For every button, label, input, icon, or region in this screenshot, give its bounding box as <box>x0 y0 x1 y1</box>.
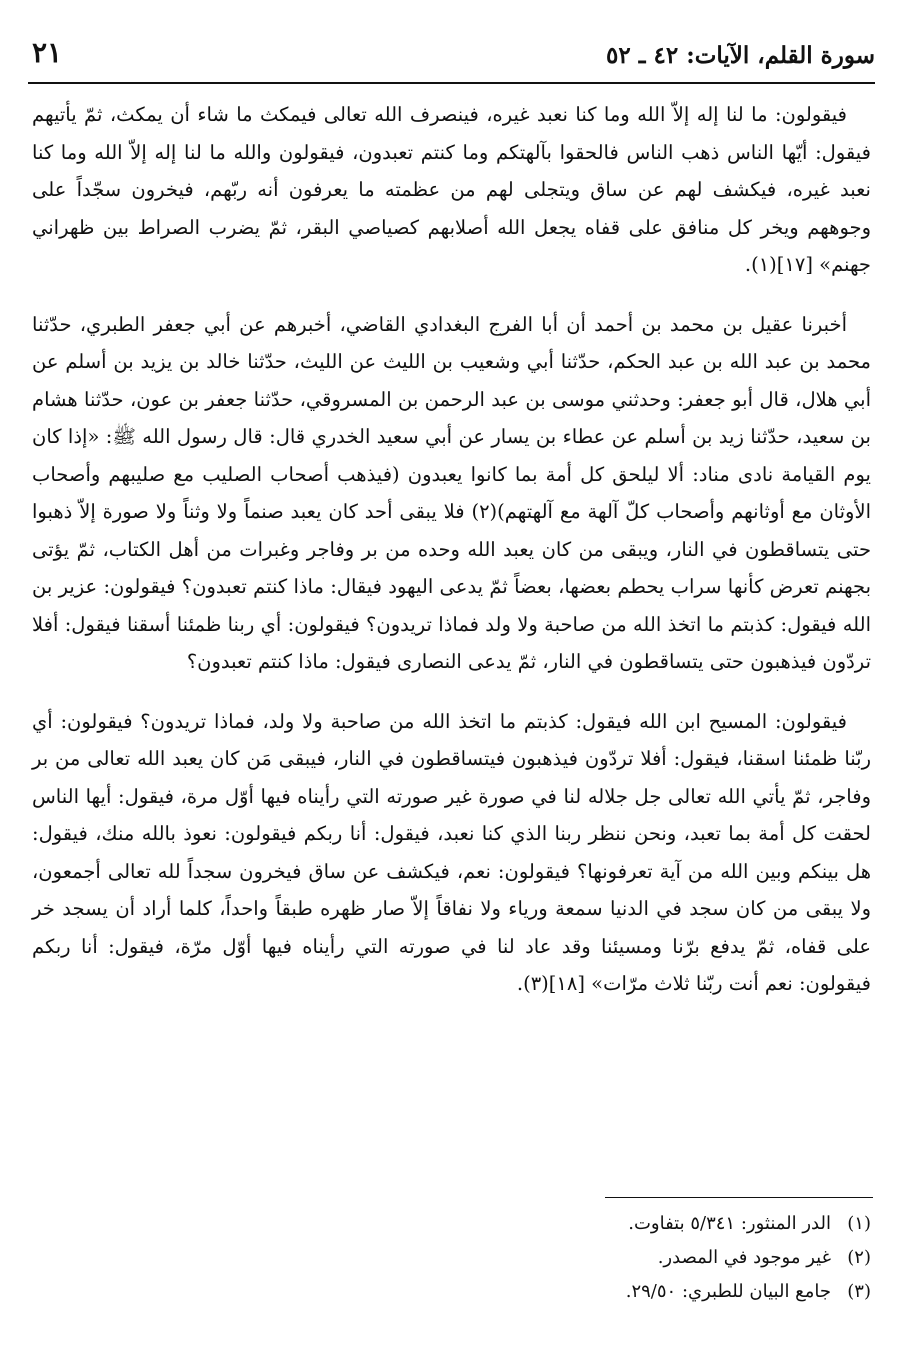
paragraph: فيقولون: ما لنا إله إلاّ الله وما كنا نعبد غيره، فينصرف الله تعالى فيمكث ما شاء أن يمكث، ثمّ يأتيهم فيقول: أيّها الناس ذهب الناس فالحقوا بآلهتكم وما كنتم تعبدون، فيقولون والله ما لنا إله إلاّ الله وما كنا نعبد غيره، فيكشف لهم عن ساق ويتجلى لهم من عظمته ما يعرفون أنه ربّهم، فيخرون سجّداً على وجوههم ويخر كل منافق على قفاه يجعل الله أصلابهم كصياصي البقر، ثمّ يضرب الصراط بين ظهراني جهنم» [١٧](١). <box>32 103 871 276</box>
footnote-text: غير موجود في المصدر. <box>657 1247 831 1268</box>
paragraph: فيقولون: المسيح ابن الله فيقول: كذبتم ما اتخذ الله من صاحبة ولا ولد، فماذا تريدون؟ فيقولون: أي ربّنا ظمئنا اسقنا، فيقول: أفلا تردّون فيذهبون فيتساقطون في النار، فيبقى مَن كان يعبد الله تعالى من بر وفاجر، ثمّ يأتي الله تعالى جل جلاله لنا في صورة غير صورته التي رأيناه فيها أوّل مرة، فيقول: أيها الناس لحقت كل أمة بما تعبد، ونحن ننظر ربنا الذي كنا نعبد، فيقول: أنا ربكم فيقولون: نعوذ بالله منك، فيقول: هل بينكم وبين الله من آية تعرفونها؟ فيقولون: نعم، فيكشف عن ساق فيخرون سجداً لله تعالى أجمعون، ولا يبقى من كان سجد في الدنيا سمعة ورياء ولا نفاقاً إلاّ صار ظهره طبقاً واحداً، كلما أراد أن يسجد خر على قفاه، ثمّ يدفع برّنا ومسيئنا وقد عاد لنا في صورته التي رأيناه فيها أوّل مرّة، فيقول: أنا ربكم فيقولون: نعم أنت ربّنا ثلاث مرّات» [١٨](٣). <box>32 709 871 995</box>
page-number: ٢١ <box>32 36 63 69</box>
footnote-text: جامع البيان للطبري: ٢٩/٥٠. <box>625 1281 831 1302</box>
footnote <box>32 1241 871 1275</box>
footnote-separator <box>605 1197 873 1198</box>
footnote <box>32 1275 871 1309</box>
footnote <box>32 1207 871 1241</box>
footnotes <box>32 1207 871 1309</box>
footnote-number: (٣) <box>847 1281 871 1302</box>
footnote-number: (٢) <box>847 1247 871 1268</box>
running-title: سورة القلم، الآيات: ٤٢ ـ ٥٢ <box>606 42 875 69</box>
footnote-number: (١) <box>847 1213 871 1234</box>
page-header <box>28 30 875 84</box>
body-text <box>32 96 871 1003</box>
footnote-text: الدر المنثور: ٥/٣٤١ بتفاوت. <box>628 1213 831 1234</box>
paragraph: أخبرنا عقيل بن محمد بن أحمد أن أبا الفرج البغدادي القاضي، أخبرهم عن أبي جعفر الطبري، حدّثنا محمد بن عبد الله بن عبد الحكم، حدّثنا أبي وشعيب بن الليث عن الليث، حدّثنا خالد بن يزيد بن أسلم عن أبي هلال، قال أبو جعفر: وحدثني موسى بن عبد الرحمن بن المسروقي، حدّثنا جعفر بن عون، حدّثنا هشام بن سعيد، حدّثنا زيد بن أسلم عن عطاء بن يسار عن أبي سعيد الخدري قال: قال رسول الله ﷺ: «إذا كان يوم القيامة نادى مناد: ألا ليلحق كل أمة بما كانوا يعبدون (فيذهب أصحاب الصليب مع صليبهم وأصحاب الأوثان مع أوثانهم وأصحاب كلّ آلهة مع آلهتهم)(٢) فلا يبقى أحد كان يعبد صنماً ولا وثناً ولا صورة إلاّ ذهبوا حتى يتساقطون في النار، ويبقى من كان يعبد الله وحده من بر وفاجر وغبرات من أهل الكتاب، ثمّ يؤتى بجهنم تعرض كأنها سراب يحطم بعضها، بعضاً ثمّ يدعى اليهود فيقال: ماذا كنتم تعبدون؟ فيقولون: عزير بن الله فيقول: كذبتم ما اتخذ الله من صاحبة ولا ولد فماذا تريدون؟ فيقولون: أي ربنا ظمئنا أسقنا فيقول: أفلا تردّون فيذهبون حتى يتساقطون في النار، ثمّ يدعى النصارى فيقول: ماذا كنتم تعبدون؟ <box>32 312 871 673</box>
